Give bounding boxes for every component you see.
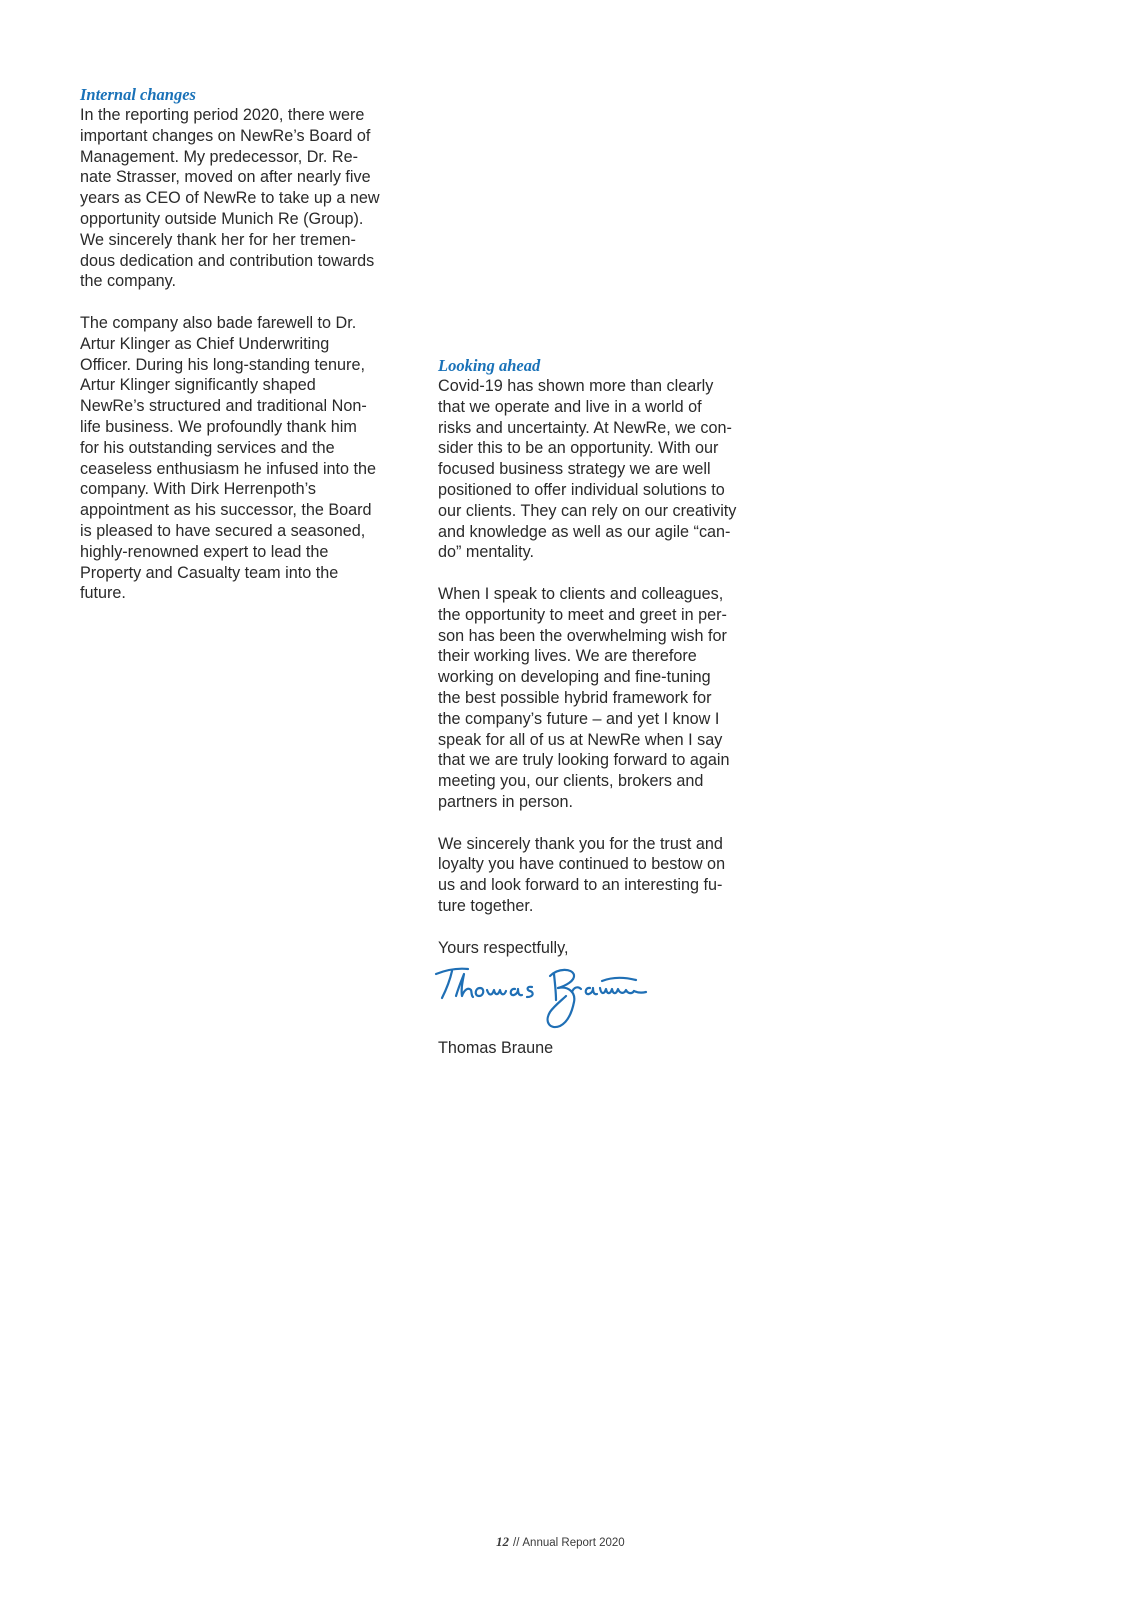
right-column xyxy=(432,355,778,1059)
signature-image xyxy=(432,962,662,1038)
report-title: Annual Report 2020 xyxy=(522,1537,625,1549)
section-heading-looking-ahead: Looking ahead xyxy=(438,356,541,375)
footer-separator: // xyxy=(513,1537,520,1549)
signer-name: Thomas Braune xyxy=(438,1039,554,1058)
closing-salutation: Yours respectfully, xyxy=(438,938,569,957)
paragraph: When I speak to clients and colleagues, the opportunity to meet and greet in per- son has been the overwhelming wish for their working lives. We are therefore working on developing and fine-tuning the best possible hybrid framework for the company’s future – and yet I know I speak for all of us at NewRe when I say that we are truly looking forward to again meeting you, our clients, brokers and partners in person. xyxy=(438,584,730,811)
paragraph: In the reporting period 2020, there were important changes on NewRe’s Board of Management. My predecessor, Dr. Re- nate Strasser, moved on after nearly five years as CEO of NewRe to take up a new opportunity outside Munich Re (Group). We sincerely thank her for her tremen- dous dedication and contribution towards the company. xyxy=(80,106,380,291)
signature-text: Thomas Braune xyxy=(432,962,440,964)
section-heading-internal-changes: Internal changes xyxy=(80,85,196,104)
page-footer xyxy=(496,1534,625,1550)
paragraph: We sincerely thank you for the trust and loyalty you have continued to bestow on us and look forward to an interesting fu- ture together. xyxy=(438,834,726,915)
left-column xyxy=(80,84,420,625)
page-number: 12 xyxy=(496,1534,509,1549)
paragraph: Covid-19 has shown more than clearly that we operate and live in a world of risks and uncertainty. At NewRe, we con- sider this to be an opportunity. With our focused business strategy we are well positioned to offer individual solutions to our clients. They can rely on our creativity and knowledge as well as our agile “can- do” mentality. xyxy=(438,377,737,562)
paragraph: The company also bade farewell to Dr. Artur Klinger as Chief Underwriting Officer. During his long-standing tenure, Artur Klinger significantly shaped NewRe’s structured and traditional Non- life business. We profoundly thank him for his outstanding services and the ceaseless enthusiasm he infused into the company. With Dirk Herrenpoth’s appointment as his successor, the Board is pleased to have secured a seasoned, highly-renowned expert to lead the Property and Casualty team into the future. xyxy=(80,313,377,603)
